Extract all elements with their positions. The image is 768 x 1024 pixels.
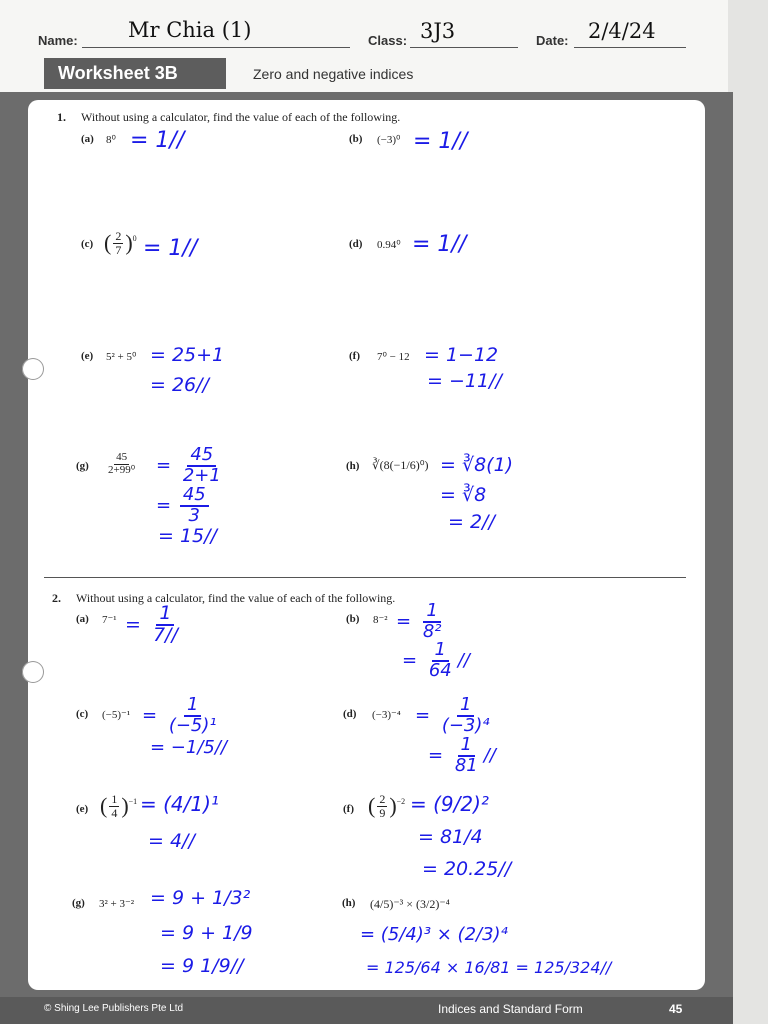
q2e-expression: ( $\frac{1}{4}$ )$^{-1}$ [100,792,138,820]
date-handwritten: 2/4/24 [588,19,656,43]
q1e-label: (e) [81,350,94,362]
footer-chapter: Indices and Standard Form [438,1002,583,1016]
q1e-expression: 5² + 5⁰ [106,351,137,363]
q2b-w2-num: 1 [432,641,449,662]
punch-hole-bottom [22,661,44,683]
q1h-label: (h) [346,460,360,472]
q2f-exponent: −2 [396,796,406,806]
q2d-working-1: = $\frac{1}{\text{(−3)⁴}}$ [415,696,496,736]
q1b-expression: (−3)⁰ [377,134,401,146]
footer-page-number: 45 [669,1002,683,1016]
name-line [82,47,350,48]
q1c-exponent: 0 [132,233,137,243]
q1c-expression: ( $\frac{2}{7}$ )$^0$ [104,229,137,257]
q2c-w1-num: 1 [184,696,201,717]
q2h-label: (h) [342,897,356,909]
q2b-w1-den: 8² [422,620,442,642]
section-divider [44,577,686,578]
q2b-working-2: = $\frac{1}{64}$ // [402,639,470,681]
q2d-w2-den: 81 [454,754,478,776]
date-line [574,47,686,48]
q2h-working-2: = 125/64 × 16/81 = 125/324// [366,958,612,977]
q1c-answer: = 1// [143,236,198,261]
q2h-expression: (4/5)⁻³ × (3/2)⁻⁴ [370,897,450,911]
punch-hole-top [22,358,44,380]
q2a-working: = $\frac{1}{7//}$ [125,604,184,646]
q2g-expression: 3² + 3⁻² [99,898,135,910]
q2a-expression: 7⁻¹ [102,614,117,626]
q2-instruction: Without using a calculator, find the value of each of the following. [76,591,396,605]
q1d-label: (d) [349,238,363,250]
q2a-label: (a) [76,613,89,625]
class-handwritten: 3J3 [420,19,456,43]
q2h-working-1: = (5/4)³ × (2/3)⁴ [360,924,508,945]
worksheet-title: Worksheet 3B [44,58,226,89]
q1c-numerator: 2 [115,229,122,243]
q1g-expression [104,452,139,476]
q1g-numerator: 45 [116,451,128,463]
q1g-denominator: 2+99⁰ [108,463,136,476]
q2b-working-1: = $\frac{1}{\text{8²}}$ [396,602,447,642]
q1f-working-1: = 1−12 [424,344,499,366]
q2c-working-2: = −1/5// [150,737,227,758]
q1g-working-1: = $\frac{45}{2+1}$ [156,446,227,486]
q2d-w1-num: 1 [457,696,474,717]
name-label: Name: [38,33,78,48]
q1h-working-3: = 2// [448,511,495,533]
q2b-w2-den: 64 [428,659,452,681]
q2g-label: (g) [72,897,85,909]
q1f-working-2: = −11// [427,370,502,392]
q2f-label: (f) [343,803,354,815]
q1e-working-2: = 26// [150,374,209,396]
q1a-label: (a) [81,133,94,145]
q2f-working-1: = (9/2)² [410,792,489,816]
q1b-label: (b) [349,133,363,145]
q1g-w1-num: 45 [187,446,216,467]
q1d-expression: 0.94⁰ [377,239,401,251]
q2d-w1-den: (−3)⁴ [441,714,490,736]
q1f-label: (f) [349,350,360,362]
q1g-label: (g) [76,460,89,472]
q2b-w1-num: 1 [423,602,440,623]
q2c-w1-den: (−5)¹ [168,714,217,736]
q1g-w2-num: 45 [180,486,209,507]
q1g-working-3: = 15// [158,525,217,547]
q2g-working-3: = 9 1/9// [160,955,244,977]
q2b-label: (b) [346,613,360,625]
q1f-expression: 7⁰ − 12 [377,351,410,363]
q1g-working-2: = $\frac{45}{3}$ [156,486,212,526]
q1h-working-2: = ∛8 [440,484,487,506]
q2e-working-2: = 4// [148,830,195,852]
worksheet-subtitle: Zero and negative indices [253,66,414,82]
name-handwritten: Mr Chia (1) [128,18,252,42]
q2f-numerator: 2 [379,792,386,806]
q2a-num: 1 [156,604,174,626]
q2g-working-2: = 9 + 1/9 [160,922,253,944]
q2f-working-3: = 20.25// [422,858,512,880]
q2a-den: 7// [152,623,178,646]
q1c-denominator: 7 [115,242,122,257]
footer-publisher: © Shing Lee Publishers Pte Ltd [44,1003,184,1014]
q2e-exponent: −1 [128,796,138,806]
q2c-label: (c) [76,708,89,720]
class-label: Class: [368,33,408,48]
q2d-label: (d) [343,708,357,720]
page-edge [728,0,768,1024]
q1c-label: (c) [81,238,94,250]
q2d-working-2: = $\frac{1}{81}$ // [428,734,496,776]
q1h-working-1: = ∛8(1) [440,454,514,476]
q1h-expression: ∛(8(−1/6)⁰) [372,458,429,472]
q2f-denominator: 9 [379,805,386,820]
q2b-expression: 8⁻² [373,614,388,626]
q1-instruction: Without using a calculator, find the value of each of the following. [81,110,401,124]
q1a-expression: 8⁰ [106,134,116,146]
q2f-working-2: = 81/4 [418,826,483,848]
q1d-answer: = 1// [412,232,467,257]
q2c-working-1: = $\frac{1}{\text{(−5)¹}}$ [142,696,223,736]
q1a-answer: = 1// [130,128,185,153]
q2e-denominator: 4 [111,805,118,820]
q1g-w1-den: 2+1 [182,464,221,486]
q2g-working-1: = 9 + 1/3² [150,887,251,909]
q1b-answer: = 1// [413,129,468,154]
q2-number: 2. [52,591,61,605]
class-line [410,47,518,48]
q1g-w2-den: 3 [188,504,200,526]
q2d-expression: (−3)⁻⁴ [372,709,401,721]
q2e-numerator: 1 [111,792,118,806]
q2f-expression: ( $\frac{2}{9}$ )$^{-2}$ [368,792,406,820]
q1-number: 1. [57,110,66,124]
date-label: Date: [536,33,569,48]
q2e-working-1: = (4/1)¹ [140,792,219,816]
q2d-w2-num: 1 [458,736,475,757]
q2c-expression: (−5)⁻¹ [102,709,131,721]
q2e-label: (e) [76,803,89,815]
q1e-working-1: = 25+1 [150,344,225,366]
